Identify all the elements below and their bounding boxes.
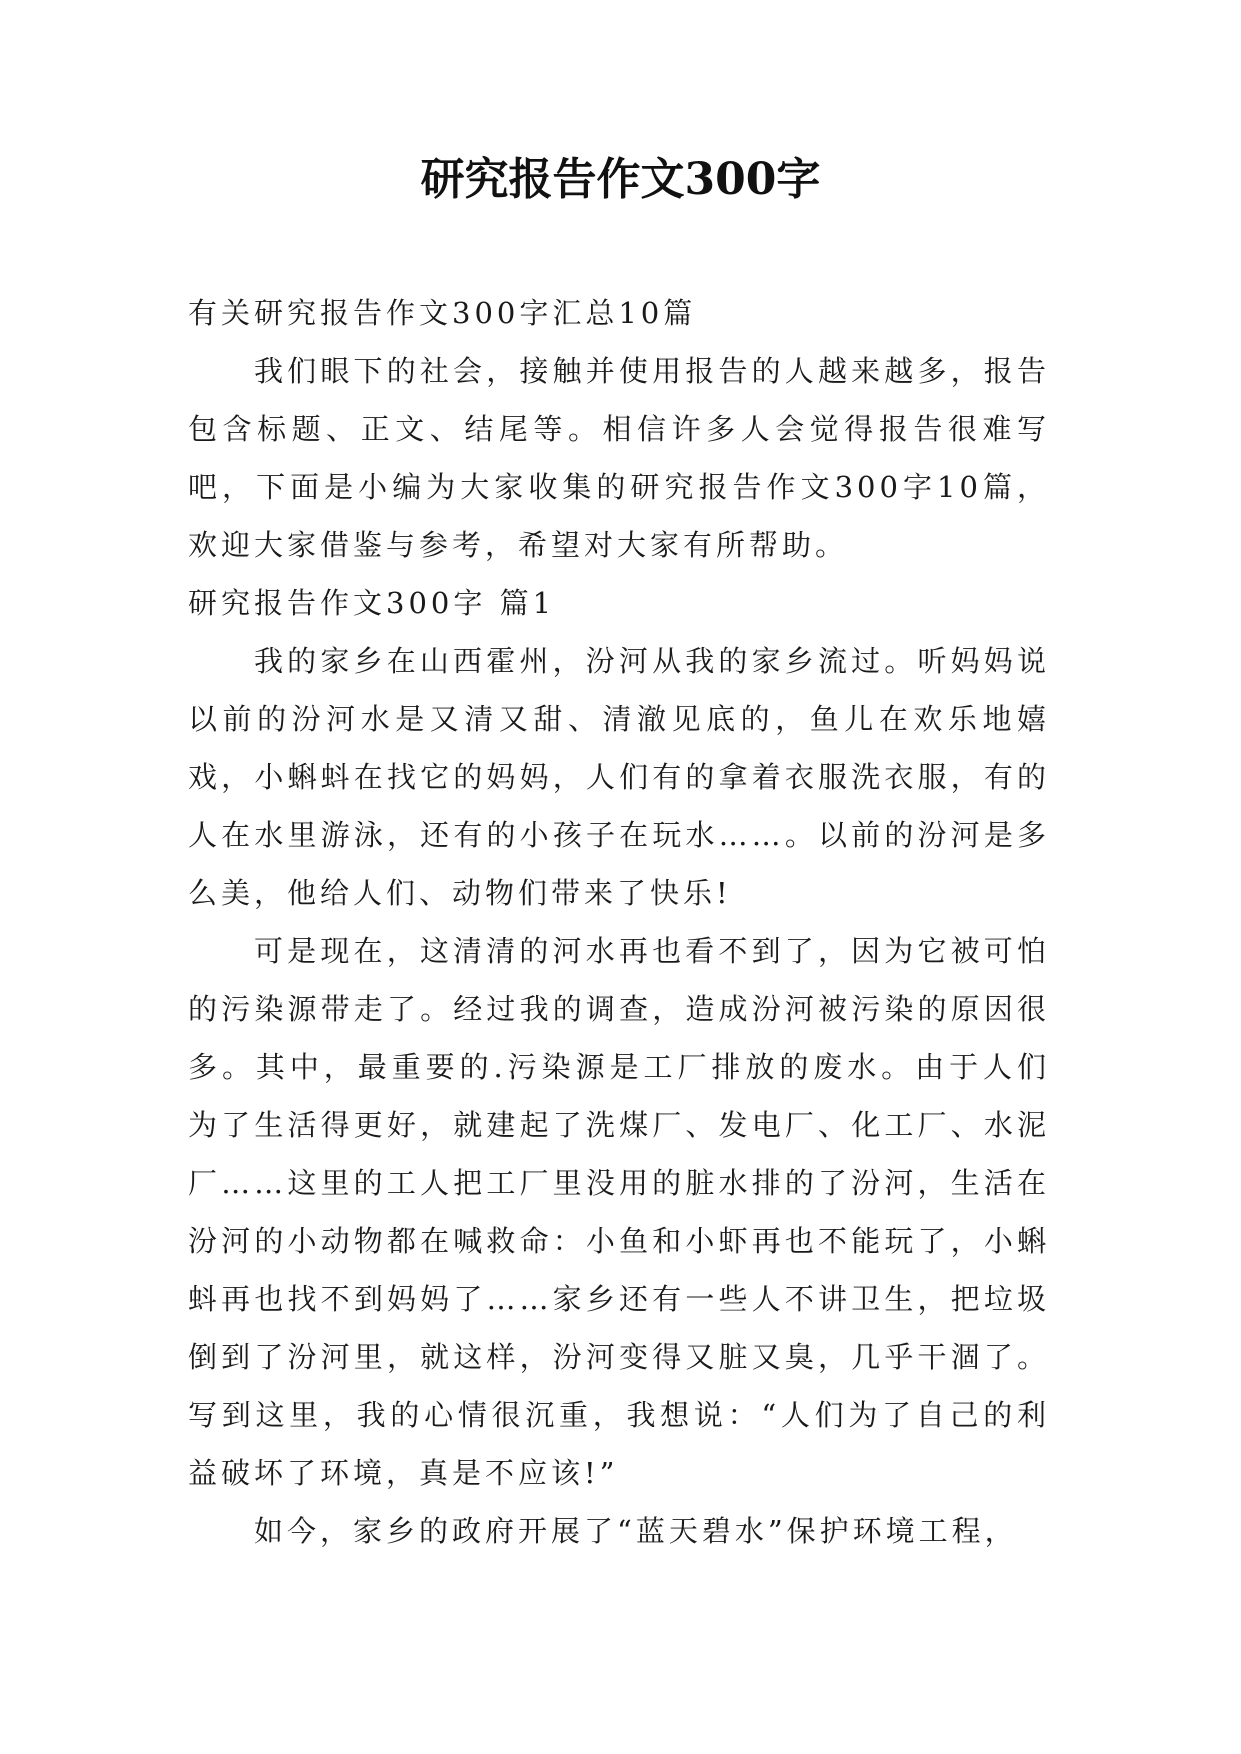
- document-body: [188, 284, 1050, 1560]
- section-heading: 研究报告作文300字 篇1: [188, 586, 556, 620]
- document-subtitle: 有关研究报告作文300字汇总10篇: [188, 296, 697, 330]
- body-paragraph: 可是现在，这清清的河水再也看不到了，因为它被可怕的污染源带走了。经过我的调查，造成汾河被污染的原因很多。其中，最重要的.污染源是工厂排放的废水。由于人们为了生活得更好，就建起了洗煤厂、发电厂、化工厂、水泥厂……这里的工人把工厂里没用的脏水排的了汾河，生活在汾河的小动物都在喊救命：小鱼和小虾再也不能玩了，小蝌蚪再也找不到妈妈了……家乡还有一些人不讲卫生，把垃圾倒到了汾河里，就这样，汾河变得又脏又臭，几乎干涸了。写到这里，我的心情很沉重，我想说：“人们为了自己的利益破坏了环境，真是不应该!”: [188, 934, 1050, 1490]
- intro-paragraph: 我们眼下的社会，接触并使用报告的人越来越多，报告包含标题、正文、结尾等。相信许多人会觉得报告很难写吧，下面是小编为大家收集的研究报告作文300字10篇，欢迎大家借鉴与参考，希望对大家有所帮助。: [188, 354, 1050, 562]
- document-title: 研究报告作文300字: [420, 154, 821, 205]
- body-paragraph: 如今，家乡的政府开展了“蓝天碧水”保护环境工程，: [254, 1514, 1018, 1548]
- body-paragraph: 我的家乡在山西霍州，汾河从我的家乡流过。听妈妈说以前的汾河水是又清又甜、清澈见底的，鱼儿在欢乐地嬉戏，小蝌蚪在找它的妈妈，人们有的拿着衣服洗衣服，有的人在水里游泳，还有的小孩子在玩水……。以前的汾河是多么美，他给人们、动物们带来了快乐!: [188, 644, 1050, 910]
